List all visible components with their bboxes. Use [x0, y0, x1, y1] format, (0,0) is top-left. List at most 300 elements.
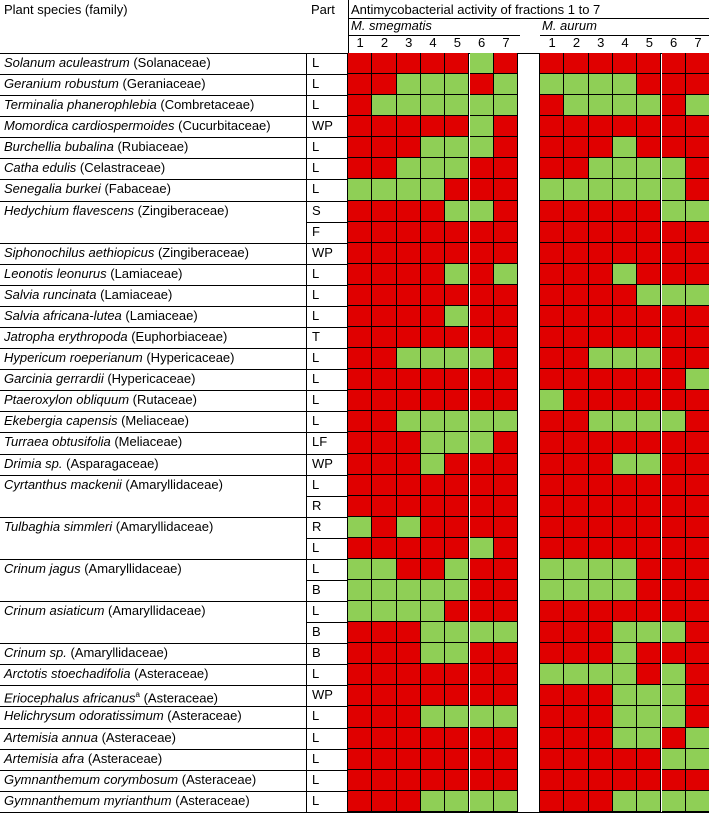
active-cell — [686, 411, 709, 432]
plant-part: L — [312, 666, 320, 682]
inactive-cell — [662, 685, 686, 706]
inactive-cell — [637, 348, 661, 369]
active-cell — [637, 327, 661, 348]
inactive-cell — [494, 95, 518, 116]
active-cell — [662, 601, 686, 622]
part-rule — [306, 538, 348, 539]
inactive-cell — [470, 201, 494, 222]
fraction-number: 5 — [453, 35, 461, 50]
part-divider — [306, 53, 307, 812]
inactive-cell — [686, 728, 709, 749]
active-cell — [540, 454, 564, 475]
active-cell — [564, 538, 588, 559]
inactive-cell — [613, 685, 637, 706]
inactive-cell — [421, 791, 445, 812]
family-name: (Hypericaceae) — [103, 371, 196, 387]
active-cell — [421, 749, 445, 770]
inactive-cell — [540, 179, 564, 200]
active-cell — [540, 770, 564, 791]
inactive-cell — [397, 95, 421, 116]
active-cell — [372, 728, 396, 749]
active-cell — [445, 390, 469, 411]
inactive-cell — [662, 706, 686, 727]
active-cell — [397, 728, 421, 749]
inactive-cell — [613, 348, 637, 369]
active-cell — [421, 559, 445, 580]
active-cell — [348, 706, 372, 727]
active-cell — [445, 601, 469, 622]
inactive-cell — [589, 179, 613, 200]
active-cell — [470, 390, 494, 411]
active-cell — [372, 454, 396, 475]
active-cell — [348, 432, 372, 453]
active-cell — [470, 74, 494, 95]
plant-part: WP — [312, 118, 333, 134]
active-cell — [494, 116, 518, 137]
active-cell — [494, 285, 518, 306]
active-cell — [637, 137, 661, 158]
plant-part: L — [312, 139, 320, 155]
plant-part: WP — [312, 687, 333, 703]
active-cell — [470, 327, 494, 348]
active-cell — [445, 285, 469, 306]
active-cell — [421, 517, 445, 538]
inactive-cell — [589, 411, 613, 432]
active-cell — [372, 475, 396, 496]
active-cell — [637, 116, 661, 137]
family-name: (Asteraceae) — [171, 792, 250, 808]
inactive-cell — [348, 580, 372, 601]
active-cell — [589, 749, 613, 770]
family-name: (Asteraceae) — [139, 690, 219, 706]
active-cell — [494, 390, 518, 411]
family-name: (Asteraceae) — [163, 708, 242, 724]
species-name — [4, 202, 229, 220]
part-rule — [306, 622, 348, 623]
genus-species: Siphonochilus aethiopicus — [4, 244, 155, 260]
active-cell — [348, 222, 372, 243]
active-cell — [540, 749, 564, 770]
active-cell — [470, 243, 494, 264]
active-cell — [686, 53, 709, 74]
active-cell — [540, 538, 564, 559]
inactive-cell — [564, 95, 588, 116]
inactive-cell — [445, 622, 469, 643]
active-cell — [613, 601, 637, 622]
inactive-cell — [540, 664, 564, 685]
genus-species: Senegalia burkei — [4, 181, 101, 197]
inactive-cell — [662, 749, 686, 770]
active-cell — [470, 179, 494, 200]
inactive-cell — [445, 137, 469, 158]
active-cell — [686, 348, 709, 369]
active-cell — [470, 158, 494, 179]
inactive-cell — [564, 559, 588, 580]
active-cell — [470, 369, 494, 390]
active-cell — [686, 517, 709, 538]
family-name: (Asteraceae) — [84, 750, 163, 766]
active-cell — [397, 243, 421, 264]
species-name — [4, 328, 227, 346]
species-name — [4, 433, 182, 451]
species-name — [4, 644, 168, 662]
inactive-cell — [445, 791, 469, 812]
active-cell — [397, 306, 421, 327]
active-cell — [662, 95, 686, 116]
active-cell — [421, 369, 445, 390]
active-cell — [662, 327, 686, 348]
inactive-cell — [662, 622, 686, 643]
active-cell — [564, 348, 588, 369]
active-cell — [637, 369, 661, 390]
inactive-cell — [589, 580, 613, 601]
active-cell — [372, 116, 396, 137]
family-name: (Zingiberaceae) — [134, 202, 229, 218]
species-name — [4, 707, 242, 725]
active-cell — [348, 728, 372, 749]
inactive-cell — [540, 74, 564, 95]
active-cell — [686, 643, 709, 664]
active-cell — [348, 306, 372, 327]
species-name — [4, 391, 197, 409]
inactive-cell — [445, 559, 469, 580]
genus-species: Drimia sp. — [4, 455, 63, 471]
inactive-cell — [348, 179, 372, 200]
active-cell — [686, 116, 709, 137]
active-cell — [589, 622, 613, 643]
species-name — [4, 412, 189, 430]
genus-species: Terminalia phanerophlebia — [4, 97, 157, 113]
active-cell — [445, 53, 469, 74]
active-cell — [421, 685, 445, 706]
active-cell — [397, 285, 421, 306]
active-cell — [445, 243, 469, 264]
family-name: (Meliaceae) — [110, 434, 183, 450]
inactive-cell — [445, 201, 469, 222]
active-cell — [686, 538, 709, 559]
active-cell — [397, 137, 421, 158]
active-cell — [397, 749, 421, 770]
active-cell — [348, 475, 372, 496]
active-cell — [348, 116, 372, 137]
active-cell — [662, 454, 686, 475]
inactive-cell — [637, 95, 661, 116]
inactive-cell — [470, 116, 494, 137]
active-cell — [421, 327, 445, 348]
active-cell — [589, 222, 613, 243]
inactive-cell — [494, 791, 518, 812]
species-name — [4, 138, 188, 156]
active-cell — [613, 749, 637, 770]
active-cell — [637, 559, 661, 580]
active-cell — [686, 706, 709, 727]
active-cell — [613, 285, 637, 306]
active-cell — [564, 390, 588, 411]
active-cell — [564, 158, 588, 179]
active-cell — [372, 432, 396, 453]
active-cell — [494, 643, 518, 664]
active-cell — [397, 454, 421, 475]
active-cell — [540, 95, 564, 116]
plant-part: L — [312, 371, 320, 387]
active-cell — [372, 770, 396, 791]
active-cell — [662, 728, 686, 749]
inactive-cell — [397, 158, 421, 179]
active-cell — [494, 538, 518, 559]
active-cell — [540, 201, 564, 222]
plant-part: L — [312, 181, 320, 197]
inactive-cell — [445, 706, 469, 727]
active-cell — [589, 390, 613, 411]
active-cell — [564, 706, 588, 727]
species-name — [4, 455, 159, 473]
active-cell — [372, 201, 396, 222]
genus-species: Ekebergia capensis — [4, 413, 118, 429]
inactive-cell — [564, 74, 588, 95]
active-cell — [686, 390, 709, 411]
genus-species: Ptaeroxylon obliquum — [4, 392, 130, 408]
active-cell — [589, 369, 613, 390]
active-cell — [397, 685, 421, 706]
inactive-cell — [613, 622, 637, 643]
genus-species: Eriocephalus africanus — [4, 690, 136, 706]
active-cell — [613, 116, 637, 137]
active-cell — [348, 643, 372, 664]
active-cell — [564, 137, 588, 158]
active-cell — [445, 770, 469, 791]
active-cell — [613, 243, 637, 264]
genus-species: Momordica cardiospermoides — [4, 118, 175, 134]
species-name — [4, 792, 250, 810]
active-cell — [445, 749, 469, 770]
active-cell — [637, 222, 661, 243]
inactive-cell — [637, 179, 661, 200]
active-cell — [421, 770, 445, 791]
inactive-cell — [637, 622, 661, 643]
active-cell — [397, 643, 421, 664]
active-cell — [494, 306, 518, 327]
family-name: (Rutaceae) — [129, 392, 197, 408]
active-cell — [564, 601, 588, 622]
active-cell — [613, 222, 637, 243]
active-cell — [397, 538, 421, 559]
active-cell — [494, 475, 518, 496]
inactive-cell — [589, 74, 613, 95]
active-cell — [470, 454, 494, 475]
active-cell — [564, 454, 588, 475]
active-cell — [564, 222, 588, 243]
active-cell — [540, 411, 564, 432]
plant-part: L — [312, 560, 320, 576]
active-cell — [686, 454, 709, 475]
genus-species: Artemisia annua — [4, 729, 98, 745]
active-cell — [564, 306, 588, 327]
grid-left-edge — [347, 53, 348, 812]
family-name: (Euphorbiaceae) — [127, 329, 228, 345]
active-cell — [397, 706, 421, 727]
plant-part: B — [312, 624, 321, 640]
inactive-cell — [686, 95, 709, 116]
active-cell — [686, 264, 709, 285]
inactive-cell — [445, 95, 469, 116]
inactive-cell — [540, 390, 564, 411]
active-cell — [540, 53, 564, 74]
active-cell — [348, 622, 372, 643]
active-cell — [637, 74, 661, 95]
active-cell — [397, 327, 421, 348]
species-name — [4, 265, 183, 283]
active-cell — [494, 580, 518, 601]
inactive-cell — [686, 285, 709, 306]
active-cell — [494, 327, 518, 348]
genus-species: Crinum sp. — [4, 645, 67, 661]
active-cell — [540, 643, 564, 664]
inactive-cell — [589, 348, 613, 369]
genus-species: Catha edulis — [4, 160, 77, 176]
inactive-cell — [662, 201, 686, 222]
active-cell — [470, 517, 494, 538]
fraction-number: 4 — [621, 35, 629, 50]
inactive-cell — [421, 95, 445, 116]
active-cell — [494, 432, 518, 453]
active-cell — [540, 264, 564, 285]
active-cell — [564, 770, 588, 791]
active-cell — [662, 496, 686, 517]
active-cell — [564, 243, 588, 264]
inactive-cell — [445, 432, 469, 453]
inactive-cell — [445, 580, 469, 601]
active-cell — [686, 74, 709, 95]
inactive-cell — [421, 411, 445, 432]
genus-species: Crinum asiaticum — [4, 603, 105, 619]
active-cell — [564, 643, 588, 664]
family-name: (Amaryllidaceae) — [80, 560, 182, 576]
active-cell — [662, 432, 686, 453]
active-cell — [662, 390, 686, 411]
active-cell — [372, 264, 396, 285]
active-cell — [372, 390, 396, 411]
family-name: (Geraniaceae) — [118, 76, 206, 92]
inactive-cell — [397, 348, 421, 369]
active-cell — [637, 643, 661, 664]
part-rule — [306, 580, 348, 581]
active-cell — [589, 475, 613, 496]
active-cell — [372, 643, 396, 664]
genus-species: Gymnanthemum corymbosum — [4, 771, 179, 787]
species-name — [4, 349, 235, 367]
active-cell — [589, 243, 613, 264]
active-cell — [348, 791, 372, 812]
active-cell — [589, 53, 613, 74]
active-cell — [564, 685, 588, 706]
active-cell — [540, 432, 564, 453]
active-cell — [494, 496, 518, 517]
active-cell — [564, 327, 588, 348]
family-name: (Asparagaceae) — [62, 455, 159, 471]
active-cell — [348, 95, 372, 116]
active-cell — [589, 791, 613, 812]
plant-part: L — [312, 307, 320, 323]
inactive-cell — [662, 158, 686, 179]
active-cell — [589, 538, 613, 559]
inactive-cell — [686, 369, 709, 390]
active-cell — [372, 158, 396, 179]
species-column-header: Plant species (family) — [4, 2, 128, 17]
active-cell — [637, 53, 661, 74]
inactive-cell — [445, 264, 469, 285]
active-cell — [686, 475, 709, 496]
inactive-cell — [470, 432, 494, 453]
active-cell — [421, 53, 445, 74]
active-cell — [686, 580, 709, 601]
active-cell — [470, 728, 494, 749]
plant-part: L — [312, 750, 320, 766]
active-cell — [662, 222, 686, 243]
active-cell — [589, 137, 613, 158]
genus-species: Tulbaghia simmleri — [4, 518, 113, 534]
active-cell — [589, 706, 613, 727]
active-cell — [662, 348, 686, 369]
active-cell — [662, 53, 686, 74]
active-cell — [564, 496, 588, 517]
active-cell — [372, 243, 396, 264]
inactive-cell — [470, 348, 494, 369]
inactive-cell — [686, 791, 709, 812]
active-cell — [589, 517, 613, 538]
active-cell — [662, 538, 686, 559]
fraction-number: 7 — [502, 35, 510, 50]
inactive-cell — [372, 559, 396, 580]
plant-part: S — [312, 202, 321, 218]
active-cell — [686, 432, 709, 453]
genus-species: Artemisia afra — [4, 750, 85, 766]
species-name — [4, 370, 195, 388]
inactive-cell — [470, 53, 494, 74]
active-cell — [372, 411, 396, 432]
genus-species: Salvia runcinata — [4, 286, 97, 302]
active-cell — [397, 622, 421, 643]
inactive-cell — [470, 622, 494, 643]
active-cell — [637, 390, 661, 411]
active-cell — [613, 517, 637, 538]
active-cell — [397, 222, 421, 243]
plant-part: L — [312, 160, 320, 176]
active-cell — [637, 580, 661, 601]
active-cell — [662, 369, 686, 390]
inactive-cell — [589, 158, 613, 179]
family-name: (Amaryllidaceae) — [104, 603, 206, 619]
inactive-cell — [613, 158, 637, 179]
active-cell — [686, 243, 709, 264]
active-cell — [494, 348, 518, 369]
active-cell — [372, 538, 396, 559]
header-divider-vertical — [348, 0, 349, 53]
active-cell — [540, 601, 564, 622]
inactive-cell — [445, 74, 469, 95]
inactive-cell — [372, 95, 396, 116]
active-cell — [637, 201, 661, 222]
active-cell — [372, 327, 396, 348]
inactive-cell — [494, 622, 518, 643]
active-cell — [470, 770, 494, 791]
active-cell — [372, 137, 396, 158]
active-cell — [397, 770, 421, 791]
fraction-number: 7 — [694, 35, 702, 50]
plant-part: L — [312, 476, 320, 492]
active-cell — [564, 285, 588, 306]
active-cell — [540, 285, 564, 306]
inactive-cell — [540, 559, 564, 580]
